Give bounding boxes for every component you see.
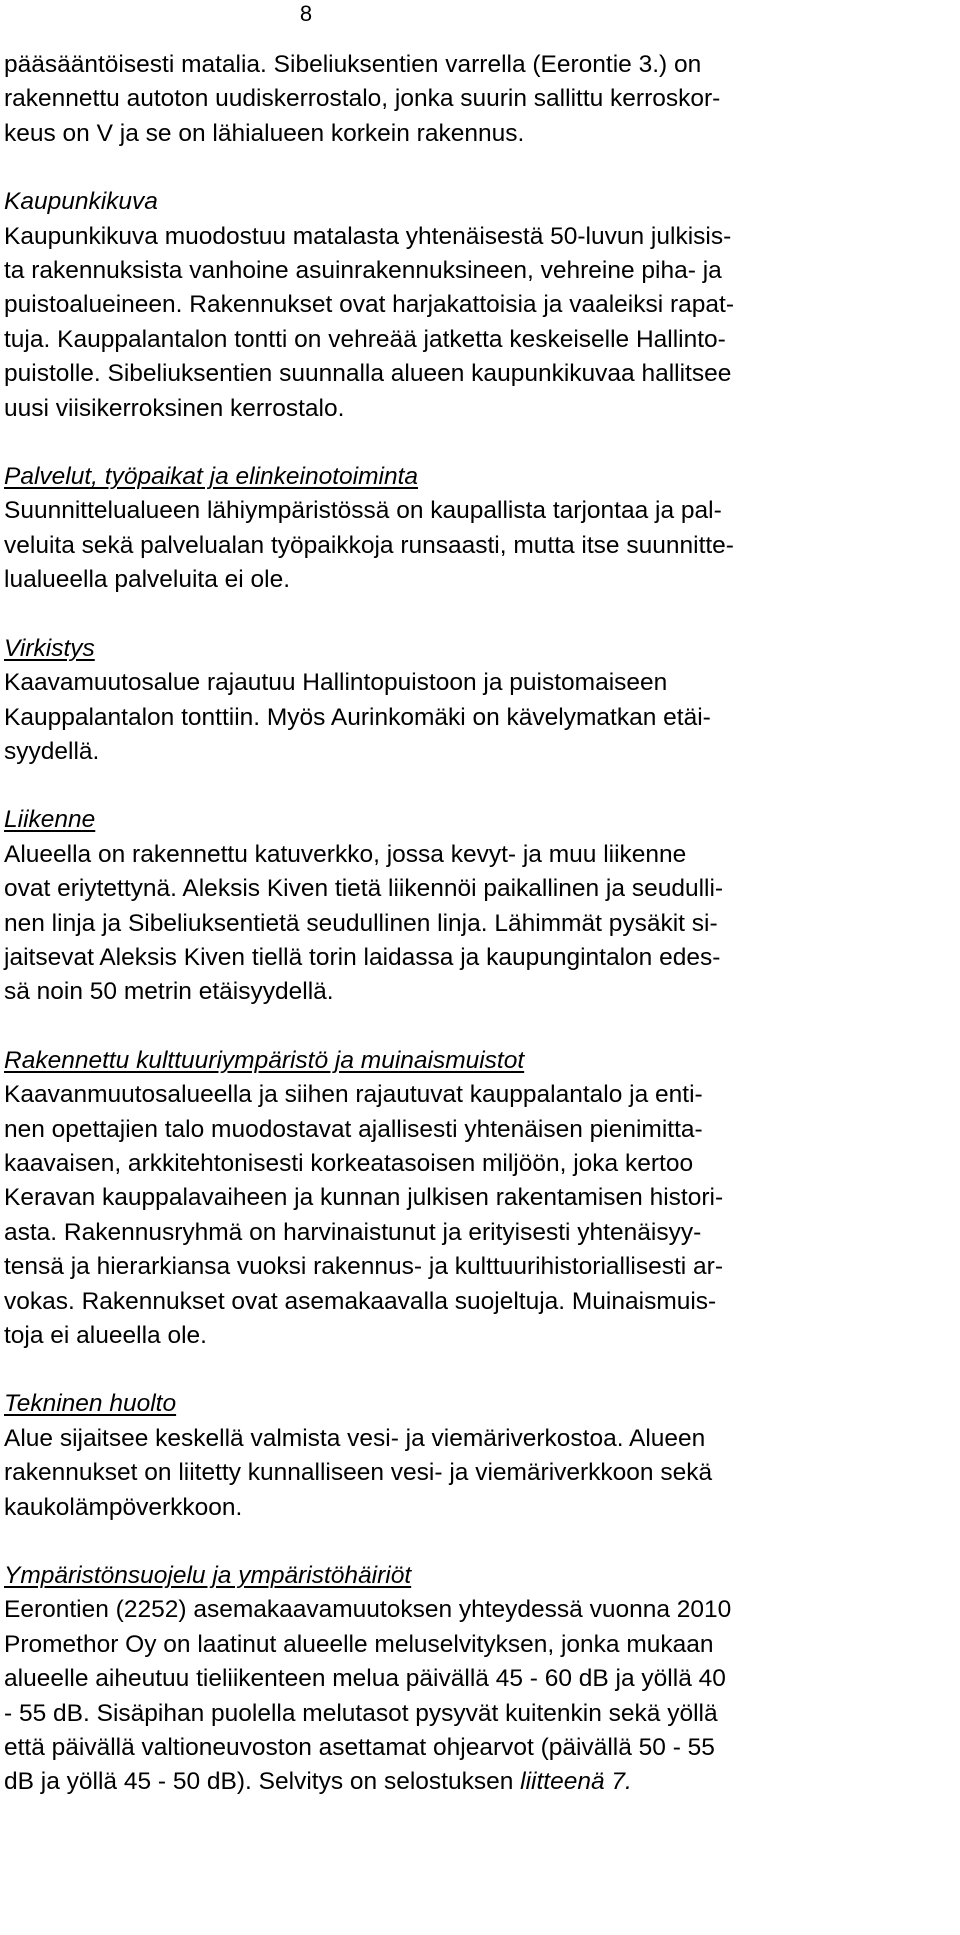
section-kaupunkikuva bbox=[4, 185, 954, 426]
text-line: pääsääntöisesti matalia. Sibeliuksentien varrella (Eerontie 3.) on bbox=[4, 51, 702, 78]
text-line: nen opettajien talo muodostavat ajallisesti yhtenäisen pienimitta- bbox=[4, 1115, 703, 1143]
text-line: kaukolämpöverkkoon. bbox=[4, 1493, 243, 1521]
text-line: alueelle aiheutuu tieliikenteen melua päivällä 45 - 60 dB ja yöllä 40 bbox=[4, 1665, 726, 1693]
text-line: keus on V ja se on lähialueen korkein rakennus. bbox=[4, 119, 525, 147]
text-line: veluita sekä palvelualan työpaikkoja runsaasti, mutta itse suunnitte- bbox=[4, 531, 734, 559]
text-line: kaavaisen, arkkitehtonisesti korkeatasoisen miljöön, joka kertoo bbox=[4, 1149, 694, 1177]
text-line: ta rakennuksista vanhoine asuinrakennuksineen, vehreine piha- ja bbox=[4, 257, 722, 285]
text-line: asta. Rakennusryhmä on harvinaistunut ja erityisesti yhtenäisyy- bbox=[4, 1218, 702, 1246]
section-heading: Ympäristönsuojelu ja ympäristöhäiriöt bbox=[4, 1562, 412, 1590]
text-line: nen linja ja Sibeliuksentietä seudullinen linja. Lähimmät pysäkit si- bbox=[4, 909, 718, 937]
section-liikenne bbox=[4, 803, 954, 1009]
text-line: Promethor Oy on laatinut alueelle meluselvityksen, jonka mukaan bbox=[4, 1630, 714, 1658]
text-line: tuja. Kauppalantalon tontti on vehreää jatketta keskeiselle Hallinto- bbox=[4, 325, 726, 353]
text-line: rakennukset on liitetty kunnalliseen vesi- ja viemäriverkkoon sekä bbox=[4, 1459, 713, 1487]
section-heading: Kaupunkikuva bbox=[4, 188, 158, 216]
text-line: puistoalueineen. Rakennukset ovat harjakattoisia ja vaaleiksi rapat- bbox=[4, 291, 734, 319]
section-tekninen-huolto bbox=[4, 1387, 954, 1525]
section-kulttuuriymparisto bbox=[4, 1044, 954, 1354]
section-palvelut bbox=[4, 460, 954, 598]
text-line: vokas. Rakennukset ovat asemakaavalla suojeltuja. Muinaismuis- bbox=[4, 1287, 717, 1315]
text-line: tensä ja hierarkiansa vuoksi rakennus- ja kulttuurihistoriallisesti ar- bbox=[4, 1253, 723, 1281]
text-line: toja ei alueella ole. bbox=[4, 1322, 207, 1349]
text-line: Kauppalantalon tonttiin. Myös Aurinkomäki on kävelymatkan etäi- bbox=[4, 703, 711, 731]
section-heading: Rakennettu kulttuuriympäristö ja muinaismuistot bbox=[4, 1046, 525, 1074]
text-line-last bbox=[4, 1765, 954, 1799]
text-line: Kaavamuutosalue rajautuu Hallintopuistoon ja puistomaiseen bbox=[4, 669, 668, 697]
section-virkistys bbox=[4, 632, 954, 770]
text-line: lualueella palveluita ei ole. bbox=[4, 566, 291, 594]
text-line: uusi viisikerroksinen kerrostalo. bbox=[4, 394, 345, 422]
text-line: jaitsevat Aleksis Kiven tiellä torin laidassa ja kaupungintalon edes- bbox=[4, 943, 721, 971]
text-line: Kaupunkikuva muodostuu matalasta yhtenäisestä 50-luvun julkisis- bbox=[4, 222, 732, 250]
text-line: - 55 dB. Sisäpihan puolella melutasot pysyvät kuitenkin sekä yöllä bbox=[4, 1699, 718, 1727]
text-line: Alueella on rakennettu katuverkko, jossa kevyt- ja muu liikenne bbox=[4, 840, 687, 868]
text-line: että päivällä valtioneuvoston asettamat ohjearvot (päivällä 50 - 55 bbox=[4, 1734, 715, 1762]
section-heading: Tekninen huolto bbox=[4, 1390, 177, 1418]
section-heading: Virkistys bbox=[4, 634, 95, 662]
section-ymparistonsuojelu bbox=[4, 1559, 954, 1800]
text-line: Alue sijaitsee keskellä valmista vesi- ja viemäriverkostoa. Alueen bbox=[4, 1424, 706, 1452]
text-line: syydellä. bbox=[4, 737, 100, 765]
text-line: sä noin 50 metrin etäisyydellä. bbox=[4, 978, 334, 1006]
text-line: Kaavanmuutosalueella ja siihen rajautuvat kauppalantalo ja enti- bbox=[4, 1081, 703, 1109]
text-line: Eerontien (2252) asemakaavamuutoksen yhteydessä vuonna 2010 bbox=[4, 1596, 732, 1624]
section-heading: Palvelut, työpaikat ja elinkeinotoiminta bbox=[4, 463, 419, 491]
text-line: puistolle. Sibeliuksentien suunnalla alueen kaupunkikuvaa hallitsee bbox=[4, 360, 732, 388]
text-line: Keravan kauppalavaiheen ja kunnan julkisen rakentamisen histori- bbox=[4, 1184, 724, 1212]
page-number: 8 bbox=[299, 1, 313, 26]
section-heading: Liikenne bbox=[4, 806, 96, 834]
intro-paragraph bbox=[4, 48, 954, 151]
text-line-segment: dB ja yöllä 45 - 50 dB). Selvitys on selostuksen bbox=[4, 1768, 521, 1796]
text-line: ovat eriytettynä. Aleksis Kiven tietä liikennöi paikallinen ja seudulli- bbox=[4, 875, 724, 903]
appendix-reference: liitteenä 7. bbox=[520, 1768, 632, 1796]
page-content bbox=[4, 48, 954, 1800]
text-line: Suunnittelualueen lähiympäristössä on kaupallista tarjontaa ja pal- bbox=[4, 497, 722, 525]
text-line: rakennettu autoton uudiskerrostalo, jonka suurin sallittu kerroskor- bbox=[4, 85, 721, 113]
